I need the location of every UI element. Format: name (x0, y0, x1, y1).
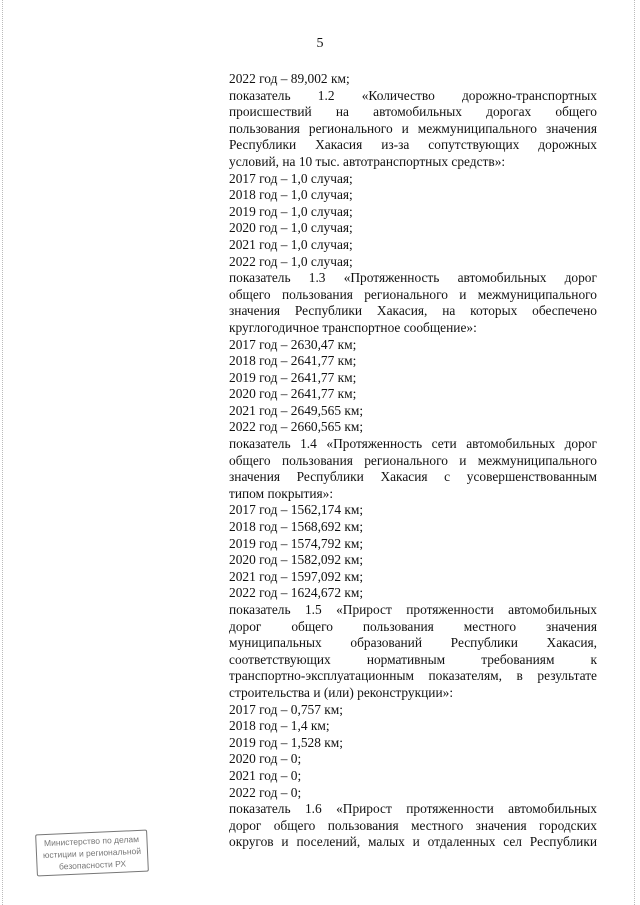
document-line: общего пользования регионального и межмуниципального (229, 452, 597, 468)
document-line: круглогодичное транспортное сообщение»: (229, 319, 477, 335)
document-line: 2021 год – 1597,092 км; (229, 568, 364, 584)
document-line: показатель 1.5 «Прирост протяженности автомобильных (229, 602, 597, 617)
stamp-line: Министерство по делам (43, 833, 140, 849)
document-line: 2020 год – 1582,092 км; (229, 552, 364, 568)
document-line: значения Республики Хакасия с усовершенствованным (229, 469, 597, 485)
document-line: 2017 год – 1562,174 км; (229, 502, 364, 518)
document-line: 2019 год – 1,528 км; (229, 734, 343, 750)
document-line: Республики Хакасия из-за сопутствующих дорожных (229, 137, 597, 153)
document-line: показатель 1.2 «Количество дорожно-транспортных (229, 87, 597, 103)
document-line: 2021 год – 1,0 случая; (229, 236, 353, 252)
document-line: 2020 год – 1,0 случая; (229, 220, 353, 236)
document-line: происшествий на автомобильных дорогах общего (229, 104, 597, 120)
document-line: 2022 год – 1,0 случая; (229, 253, 353, 269)
document-line: 2020 год – 0; (229, 751, 302, 767)
document-line: 2021 год – 2649,565 км; (229, 402, 364, 418)
document-line: значения Республики Хакасия, на которых обеспечено (229, 303, 597, 319)
document-line: условий, на 10 тыс. автотранспортных средств»: (229, 153, 506, 169)
document-line: общего пользования регионального и межмуниципального (229, 286, 597, 302)
document-line: 2019 год – 1,0 случая; (229, 203, 353, 219)
stamp-line: безопасности РХ (58, 858, 127, 872)
document-line: 2019 год – 2641,77 км; (229, 369, 357, 385)
document-line: 2022 год – 2660,565 км; (229, 419, 364, 435)
document-line: 2017 год – 2630,47 км; (229, 336, 357, 352)
page-number: 5 (316, 36, 324, 51)
document-line: типом покрытия»: (229, 485, 334, 501)
left-scan-edge (2, 0, 5, 905)
document-line: 2020 год – 2641,77 км; (229, 386, 357, 402)
document-body (229, 71, 597, 851)
document-line: дорог общего пользования местного значения городских (229, 817, 597, 833)
document-line: 2017 год – 0,757 км; (229, 701, 343, 717)
document-line: 2018 год – 1,0 случая; (229, 187, 353, 203)
document-line: 2018 год – 1,4 км; (229, 718, 330, 734)
document-line: соответствующих нормативным требованиям к (229, 651, 597, 667)
document-line: пользования регионального и межмуниципального значения (229, 120, 597, 136)
document-line: транспортно-эксплуатационным показателям, в результате (229, 668, 597, 684)
document-line: 2022 год – 1624,672 км; (229, 585, 364, 601)
document-line: 2022 год – 89,002 км; (229, 71, 350, 86)
document-line: 2017 год – 1,0 случая; (229, 170, 353, 186)
document-line: 2018 год – 2641,77 км; (229, 353, 357, 369)
document-line: 2021 год – 0; (229, 767, 302, 783)
document-line: 2022 год – 0; (229, 784, 302, 800)
stamp-line: юстиции и региональной (42, 845, 142, 861)
right-scan-edge (634, 0, 637, 905)
document-line: показатель 1.3 «Протяженность автомобильных дорог (229, 270, 597, 286)
document-line: строительства и (или) реконструкции»: (229, 684, 454, 700)
document-line: 2019 год – 1574,792 км; (229, 535, 364, 551)
document-line: округов и поселений, малых и отдаленных сел Республики (229, 834, 597, 850)
registration-stamp (35, 830, 149, 877)
document-line: дорог общего пользования местного значения (229, 618, 597, 634)
document-line: показатель 1.4 «Протяженность сети автомобильных дорог (229, 436, 597, 452)
document-line: показатель 1.6 «Прирост протяженности автомобильных (229, 801, 597, 817)
document-line: муниципальных образований Республики Хакасия, (229, 635, 597, 651)
document-line: 2018 год – 1568,692 км; (229, 519, 364, 535)
